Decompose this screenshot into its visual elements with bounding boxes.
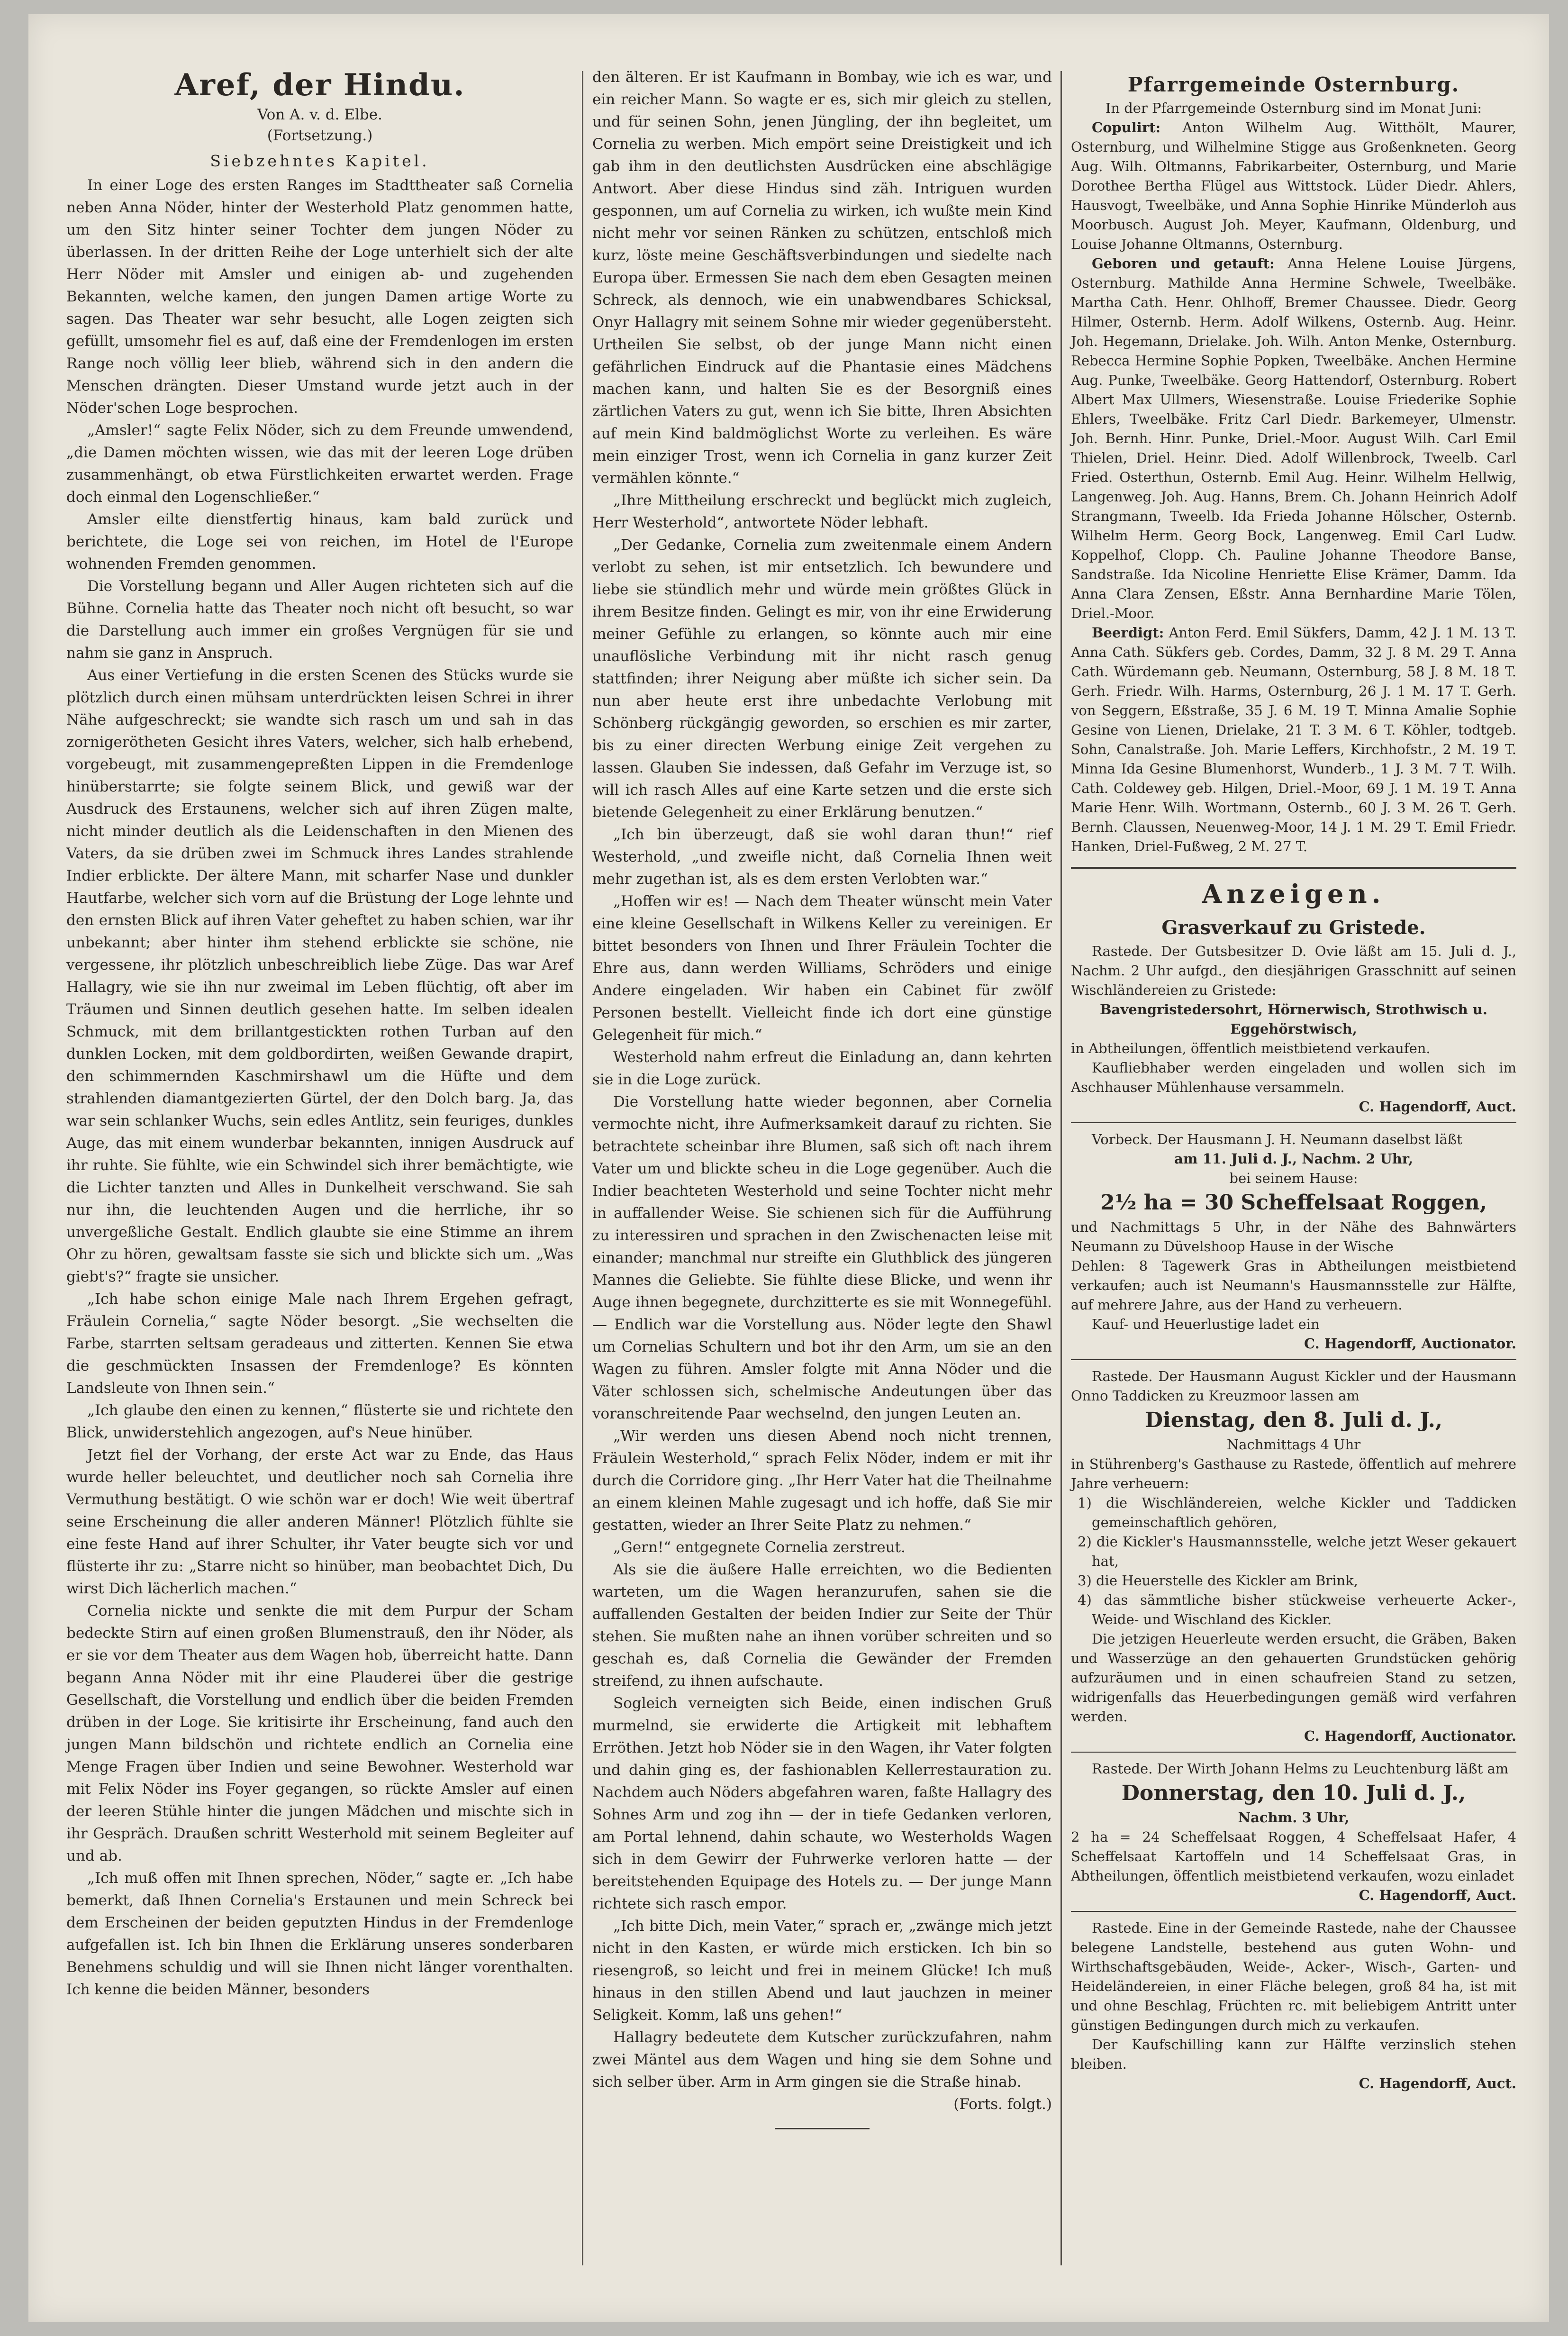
- story-paragraph: „Ich glaube den einen zu kennen,“ flüsterte sie und richtete den Blick, unwiderstehlich angezogen, auf's Neue hinüber.: [66, 1402, 573, 1441]
- ad-date: am 11. Juli d. J., Nachm. 2 Uhr,: [1174, 1151, 1414, 1167]
- story-paragraph: „Der Gedanke, Cornelia zum zweitenmale einem Andern verlobt zu sehen, ist mir entsetzlich. Ich bewundere und liebe sie stündlich mehr und würde mein größtes Glück in ihrem Besitze finden. Gelingt es mir, von ihr eine Erwiderung meiner Gefühle zu erlangen, so könnte auch mir eine unauflösliche Verbindung mit ihr nicht rasch genug stattfinden; ihrer Neigung aber müßte ich sicher sein. Da nun aber heute erst ihre unbedachte Verlobung mit Schönberg rückgängig geworden, so erschien es mir zarter, bis zu einer directen Werbung einige Zeit vergehen zu lassen. Glauben Sie indessen, daß Gefahr im Verzuge ist, so will ich rasch Alles auf eine Karte setzen und die erste sich bietende Gelegenheit zu einer Erklärung benutzen.“: [592, 536, 1052, 821]
- story-author: Von A. v. d. Elbe.: [257, 106, 382, 123]
- parish-section: [1071, 254, 1516, 623]
- story-paragraph: „Ich bin überzeugt, daß sie wohl daran thun!“ rief Westerhold, „und zweifle nicht, daß Cornelia Ihnen weit mehr zugethan ist, als es dem ersten Verlobten war.“: [592, 826, 1052, 888]
- ad-signature: C. Hagendorff, Auctionator.: [1304, 1336, 1516, 1352]
- story-paragraph: Sogleich verneigten sich Beide, einen indischen Gruß murmelnd, sie erwiderte die Artigkeit mit lebhaftem Erröthen. Jetzt hob Nöder sie in den Wagen, ihr Vater folgten und dahin ging es, der fashionablen Kellerrestauration zu. Nachdem auch Nöders abgefahren waren, faßte Hallagry des Sohnes Arm und zog ihn — der in tiefe Gedanken verloren, am Portal lehnend, dahin schaute, wo Westerholds Wagen sich in dem Gewirr der Fuhrwerke verloren hatte — der bereitstehenden Equipage des Hotels zu. — Der junge Mann richtete sich rasch empor.: [592, 1695, 1052, 1912]
- story-paragraph: Cornelia nickte und senkte die mit dem Purpur der Scham bedeckte Stirn auf einen großen Blumenstrauß, den ihr Nöder, als er sie vor dem Theater aus dem Wagen hob, überreicht hatte. Dann begann Anna Nöder mit ihr eine Plauderei über die gestrige Gesellschaft, die Vorstellung und endlich über die beiden Fremden drüben in der Loge. Sie kritisirte ihr Erscheinung, fand auch den jungen Mann bildschön und richtete endlich an Cornelia eine Menge Fragen über Indien und seine Bewohner. Westerhold war mit Felix Nöder ins Foyer gegangen, so rückte Amsler auf einen der leeren Stühle hinter die jungen Mädchen und mischte sich in ihr Gespräch. Draußen schritt Westerhold mit seinem Begleiter auf und ab.: [66, 1602, 573, 1864]
- notices-column: [1071, 71, 1516, 2093]
- ad-time: Nachmittags 4 Uhr: [1226, 1436, 1361, 1453]
- newspaper-page: [28, 14, 1549, 2322]
- ad-list: [1071, 1493, 1516, 1629]
- story-paragraph: „Wir werden uns diesen Abend noch nicht trennen, Fräulein Westerhold,“ sprach Felix Nöder, indem er mit ihr durch die Corridore ging. „Ihr Herr Vater hat die Theilnahme an einem kleinen Mahle zugesagt und ich hoffe, daß Sie mir gestatten, wieder an Ihrer Seite Platz zu nehmen.“: [592, 1427, 1052, 1534]
- section-rule: [1071, 867, 1516, 869]
- story-paragraph: In einer Loge des ersten Ranges im Stadttheater saß Cornelia neben Anna Nöder, hinter der Westerhold Platz genommen hatte, um den Sitz hinter seiner Tochter dem jungen Nöder zu überlassen. In der dritten Reihe der Loge unterhielt sich der alte Herr Nöder mit Amsler und einigen ab- und zugehenden Bekannten, welche kamen, den jungen Damen artige Worte zu sagen. Das Theater war sehr besucht, alle Logen zeigten sich gefüllt, umsomehr fiel es auf, daß eine der Fremdenlogen im ersten Range noch völlig leer blieb, während sich in den andern die Menschen drängten. Dieser Umstand wurde jetzt auch in der Nöder'schen Loge besprochen.: [66, 177, 573, 417]
- ad-signature: C. Hagendorff, Auctionator.: [1304, 1728, 1516, 1744]
- story-paragraph: „Ich habe schon einige Male nach Ihrem Ergehen gefragt, Fräulein Cornelia,“ sagte Nöder besorgt. „Sie wechselten die Farbe, starrten seltsam geradeaus und zitterten. Kennen Sie etwa die geschmückten Insassen der Fremdenloge? Es könnten Landsleute von Ihnen sein.“: [66, 1291, 573, 1397]
- story-paragraph: Westerhold nahm erfreut die Einladung an, dann kehrten sie in die Loge zurück.: [592, 1049, 1052, 1088]
- section-text: Anton Wilhelm Aug. Witthölt, Maurer, Osternburg, und Wilhelmine Stigge aus Großenkneten. Georg Aug. Wilh. Oltmanns, Fabrikarbeiter, Osternburg, und Marie Dorothee Bertha Flügel aus Wittstock. Lüder Diedr. Ahlers, Hausvogt, Tweelbäke, und Anna Sophie Hinrike Münderloh aus Moorbusch. August Joh. Meyer, Kaufmann, Oldenburg, und Louise Johanne Oltmanns, Osternburg.: [1071, 119, 1516, 252]
- story-paragraph: Die Vorstellung begann und Aller Augen richteten sich auf die Bühne. Cornelia hatte das Theater noch nicht oft besucht, so war die Darstellung auch immer ein großes Vergnügen für sie und nahm sie ganz in Anspruch.: [66, 578, 573, 662]
- story-paragraph: „Amsler!“ sagte Felix Nöder, sich zu dem Freunde umwendend, „die Damen möchten wissen, wie das mit der leeren Loge drüben zusammenhängt, ob etwa Fürstlichkeiten erwartet werden. Frage doch einmal den Logenschließer.“: [66, 422, 573, 506]
- story-paragraph: „Ihre Mittheilung erschreckt und beglückt mich zugleich, Herr Westerhold“, antwortete Nöder lebhaft.: [592, 492, 1052, 531]
- ad-text: bei seinem Hause:: [1229, 1170, 1358, 1186]
- ad-date: Donnerstag, den 10. Juli d. J.,: [1121, 1781, 1466, 1805]
- chapter-heading: Siebzehntes Kapitel.: [210, 152, 430, 170]
- parish-intro: In der Pfarrgemeinde Osternburg sind im Monat Juni:: [1105, 100, 1482, 116]
- ad-text: und Nachmittags 5 Uhr, in der Nähe des Bahnwärters Neumann zu Düvelshoop Hause in der Wische: [1071, 1219, 1516, 1254]
- story-column-1: [66, 66, 573, 2001]
- ad-time: Nachm. 3 Uhr,: [1238, 1809, 1350, 1826]
- story-paragraph: den älteren. Er ist Kaufmann in Bombay, wie ich es war, und ein reicher Mann. So wagte er es, sich mir gleich zu stellen, und für seinen Sohn, jenen Jüngling, der ihn begleitet, um Cornelia zu werben. Mich empört seine Dreistigkeit und ich gab ihm in den deutlichsten Ausdrücken eine abschlägige Antwort. Aber diese Hindus sind zäh. Intriguen wurden gesponnen, um auf Cornelia zu wirken, ich wußte mein Kind nicht mehr vor seinen Ränken zu schützen, entschloß mich kurz, löste meine Geschäftsverbindungen und siedelte nach Europa über. Ermessen Sie nach dem eben Gesagten meinen Schreck, als dennoch, wie ein unabwendbares Schicksal, Onyr Hallagry mit seinem Sohne mir wieder gegenübersteht. Urtheilen Sie selbst, ob der junge Mann nicht einen gefährlichen Eindruck auf die Phantasie eines Mädchens machen kann, und halten Sie es der Besorgniß eines zärtlichen Vaters zu gut, wenn ich Sie bitte, Ihren Absichten auf mein Kind baldmöglichst Worte zu verleihen. Es wäre mein einziger Trost, wenn ich Cornelia in ganz kurzer Zeit vermählen könnte.“: [592, 69, 1052, 487]
- section-text: Anna Helene Louise Jürgens, Osternburg. Mathilde Anna Hermine Schwele, Tweelbäke. Martha Cath. Henr. Ohlhoff, Bremer Chaussee. Diedr. Georg Hilmer, Osternb. Herm. Adolf Wilkens, Osternb. Aug. Heinr. Joh. Hegemann, Drielake. Joh. Wilh. Anton Menke, Osternburg. Rebecca Hermine Sophie Popken, Tweelbäke. Anchen Hermine Aug. Punke, Tweelbäke. Georg Hattendorf, Osternburg. Robert Albert Max Ullmers, Wiesenstraße. Louise Friederike Sophie Ehlers, Tweelbäke. Fritz Carl Diedr. Barkemeyer, Ulmenstr. Joh. Bernh. Hinr. Punke, Driel.-Moor. August Wilh. Carl Emil Thielen, Driel. Heinr. Died. Adolf Willenbrock, Tweelb. Carl Fried. Osterthun, Osternb. Emil Aug. Heinr. Wilhelm Hellwig, Langenweg. Joh. Aug. Hanns, Brem. Ch. Johann Heinrich Adolf Strangmann, Tweelb. Ida Frieda Johanne Hölscher, Osternb. Wilhelm Herm. Georg Bock, Langenweg. Emil Carl Ludw. Koppelhof, Clopp. Ch. Pauline Johanne Theodore Banse, Sandstraße. Ida Nicoline Henriette Elise Krämer, Damm. Ida Anna Clara Zensen, Eßstr. Anna Bernhardine Marie Tölen, Driel.-Moor.: [1071, 255, 1517, 621]
- ad-text: Rastede. Eine in der Gemeinde Rastede, nahe der Chaussee belegene Landstelle, bestehend aus guten Wohn- und Wirthschaftsgebäuden, Weide-, Acker-, Wisch-, Garten- und Heideländereien, in einer Fläche belegen, groß 84 ha, ist mit und ohne Beschlag, Früchten rc. mit beliebigem Antritt unter günstigen Bedingungen durch mich zu verkaufen.: [1071, 1920, 1516, 2033]
- ad-text: 2 ha = 24 Scheffelsaat Roggen, 4 Scheffelsaat Hafer, 4 Scheffelsaat Kartoffeln und 14 Scheffelsaat Gras, in Abtheilungen, öffentlich meistbietend verkaufen, wozu einladet: [1071, 1829, 1516, 1884]
- ad-names: Bavengristedersohrt, Hörnerwisch, Strothwisch u. Eggehörstwisch,: [1100, 1001, 1487, 1037]
- ad-text: Die jetzigen Heuerleute werden ersucht, die Gräben, Baken und Wasserzüge an den gehauerten Grundstücken gehörig aufzuräumen und in einen schaufreien Stand zu setzen, widrigenfalls das Heuerbedingungen gemäß wird verfahren werden.: [1071, 1631, 1516, 1725]
- ad-text: Kauf- und Heuerlustige ladet ein: [1092, 1316, 1320, 1332]
- ad-text: Kaufliebhaber werden eingeladen und wollen sich im Aschhauser Mühlenhause versammeln.: [1071, 1060, 1516, 1095]
- list-item: 4) das sämmtliche bisher stückweise verheuerte Acker-, Weide- und Wischland des Kickler.: [1078, 1592, 1516, 1627]
- ad-text: Rastede. Der Hausmann August Kickler und der Hausmann Onno Taddicken zu Kreuzmoor lassen am: [1071, 1368, 1516, 1404]
- section-text: Anton Ferd. Emil Sükfers, Damm, 42 J. 1 M. 13 T. Anna Cath. Sükfers geb. Cordes, Damm, 32 J. 8 M. 29 T. Anna Cath. Würdemann geb. Neumann, Osternburg, 58 J. 8 M. 18 T. Gerh. Friedr. Wilh. Harms, Osternburg, 26 J. 1 M. 17 T. Gerh. von Seggern, Eßstraße, 35 J. 6 M. 19 T. Minna Amalie Sophie Gesine von Lienen, Drielake, 21 T. 3 M. 6 T. Köhler, todtgeb. Sohn, Canalstraße. Joh. Marie Leffers, Kirchhofstr., 2 M. 19 T. Minna Ida Gesine Blumenhorst, Wunderb., 1 J. 3 M. 7 T. Wilh. Cath. Coldewey geb. Hilgen, Driel.-Moor, 69 J. 1 M. 19 T. Anna Marie Henr. Wilh. Wortmann, Osternb., 60 J. 3 M. 26 T. Gerh. Bernh. Claussen, Neuenweg-Moor, 14 J. 1 M. 29 T. Emil Friedr. Hanken, Driel-Fußweg, 2 M. 27 T.: [1071, 625, 1516, 854]
- parish-heading: Pfarrgemeinde Osternburg.: [1127, 73, 1460, 96]
- ad-text: Der Kaufschilling kann zur Hälfte verzinslich stehen bleiben.: [1071, 2036, 1516, 2072]
- ad-highlight: 2½ ha = 30 Scheffelsaat Roggen,: [1100, 1191, 1487, 1215]
- story-paragraph: „Gern!“ entgegnete Cornelia zerstreut.: [613, 1539, 906, 1556]
- story-paragraph: Jetzt fiel der Vorhang, der erste Act war zu Ende, das Haus wurde heller beleuchtet, und deutlicher noch sah Cornelia ihre Vermuthung bestätigt. O wie schön war er doch! Wie weit übertraf seine Erscheinung die aller anderen Männer! Plötzlich fühlte sie eine feste Hand auf ihrer Schulter, ihr Vater beugte sich vor und flüsterte ihr zu: „Starre nicht so hinüber, man beobachtet Dich, Du wirst Dich lächerlich machen.“: [66, 1446, 573, 1597]
- ad-rule: [1071, 1752, 1516, 1753]
- ads-heading: Anzeigen.: [1202, 879, 1386, 909]
- ad-text: Vorbeck. Der Hausmann J. H. Neumann daselbst läßt: [1092, 1131, 1462, 1147]
- story-paragraph: Als sie die äußere Halle erreichten, wo die Bedienten warteten, um die Wagen heranzurufen, sahen sie die auffallenden Gestalten der beiden Indier zur Seite der Thür stehen. Sie mußten nahe an ihnen vorüber schreiten und so geschah es, daß Cornelia die Gewänder der Fremden streifend, zu ihnen aufschaute.: [592, 1561, 1052, 1690]
- ad-text: Dehlen: 8 Tagewerk Gras in Abtheilungen meistbietend verkaufen; auch ist Neumann's Hausmannsstelle zur Hälfte, auf mehrere Jahre, aus der Hand zu verheuern.: [1071, 1258, 1516, 1313]
- ad-text: Rastede. Der Gutsbesitzer D. Ovie läßt am 15. Juli d. J., Nachm. 2 Uhr aufgd., den diesjährigen Grasschnitt auf seinen Wischländereien zu Gristede:: [1071, 943, 1516, 998]
- ad-text: in Abtheilungen, öffentlich meistbietend verkaufen.: [1071, 1040, 1431, 1056]
- column-divider: [1060, 71, 1062, 2265]
- story-paragraph: Amsler eilte dienstfertig hinaus, kam bald zurück und berichtete, die Loge sei von reichen, im Hotel de l'Europe wohnenden Fremden genommen.: [66, 511, 573, 573]
- list-item: 1) die Wischländereien, welche Kickler und Taddicken gemeinschaftlich gehören,: [1078, 1495, 1516, 1530]
- ad-rule: [1071, 1911, 1516, 1912]
- ad-text: Rastede. Der Wirth Johann Helms zu Leuchtenburg läßt am: [1092, 1761, 1509, 1777]
- story-title: Aref, der Hindu.: [174, 67, 465, 103]
- story-paragraph: „Ich muß offen mit Ihnen sprechen, Nöder,“ sagte er. „Ich habe bemerkt, daß Ihnen Cornelia's Erstaunen und mein Schreck bei dem Erscheinen der beiden geputzten Hindus in der Fremdenloge aufgefallen ist. Ich bin Ihnen die Erklärung unseres sonderbaren Benehmens schuldig und will sie Ihnen nicht länger vorenthalten. Ich kenne die beiden Männer, besonders: [66, 1870, 573, 1998]
- column-divider: [582, 71, 583, 2265]
- story-paragraph: Aus einer Vertiefung in die ersten Scenen des Stücks wurde sie plötzlich durch einen mühsam unterdrückten leisen Schrei in ihrer Nähe aufgeschreckt; sie wandte sich rasch um und sah in das zornigerötheten Gesicht ihres Vaters, welcher, sich halb erhebend, vorgebeugt, mit zusammengepreßten Lippen in die Fremdenloge hinüberstarrte; sie folgte seinem Blick, und gewiß war der Ausdruck des Erstaunens, welcher sich auf ihren Zügen malte, nicht minder deutlich als die Leidenschaften in den Mienen des Vaters, da sie drüben zwei im Schmuck ihres Landes strahlende Indier erblickte. Der ältere Mann, mit scharfer Nase und dunkler Hautfarbe, welcher sich vorn auf die Brüstung der Loge lehnte und den ernsten Blick auf ihren Vater geheftet zu haben schien, war ihr unbekannt; aber hinter ihm stehend erblickte sie schöne, nie vergessene, ihr plötzlich unbeschreiblich liebe Züge. Das war Aref Hallagry, wie sie ihn nur zweimal im Leben flüchtig, oft aber im Träumen und Sinnen deutlich gesehen hatte. Im selben idealen Schmuck, mit dem brillantgestickten rothen Turban auf den dunklen Locken, mit dem goldbordirten, weißen Gewande drapirt, den schimmernden Kaschmirshawl um die Hüfte und dem strahlenden diamantgezierten Gürtel, der den Dolch barg. Ja, das war sein schlanker Wuchs, sein edles Antlitz, sein feuriges, dunkles Auge, das mit einem wunderbar bekannten, innigen Ausdruck auf ihr ruhte. Sie fühlte, wie ein Schwindel sich ihrer bemächtigte, wie die Lichter tanzten und Alles in Dunkelheit verschwand. Sie sah nur ihn, die leuchtenden Augen und die herrliche, ihr so unvergeßliche Gestalt. Endlich glaubte sie eine Stimme an ihrem Ohr zu hören, gewaltsam fasste sie sich und blickte sich um. „Was giebt's?“ fragte sie unsicher.: [66, 667, 573, 1285]
- story-paragraph: Die Vorstellung hatte wieder begonnen, aber Cornelia vermochte nicht, ihre Aufmerksamkeit darauf zu richten. Sie betrachtete scheinbar ihre Blumen, saß sich oft nach ihrem Vater um und blickte scheu in die Loge gegenüber. Auch die Indier beachteten Westerhold und seine Tochter nicht mehr in auffallender Weise. Sie schienen sich für die Aufführung zu interessiren und sprachen in den Zwischenacten leise mit einander; manchmal nur streifte ein Gluthblick des jüngeren Mannes die Geliebte. Sie fühlte diese Blicke, und wenn ihr Auge ihnen begegnete, durchzitterte es sie mit Wonnegefühl. — Endlich war die Vorstellung aus. Nöder legte den Shawl um Cornelias Schultern und bot ihr den Arm, um sie an den Wagen zu führen. Amsler folgte mit Anna Nöder und die Väter schlossen sich, schelmische Andeutungen über das voranschreitende Paar wechselnd, den jungen Leuten an.: [592, 1093, 1052, 1422]
- ad-title: Grasverkauf zu Gristede.: [1161, 917, 1426, 939]
- ad-text: in Stührenberg's Gasthause zu Rastede, öffentlich auf mehrere Jahre verheuern:: [1071, 1456, 1516, 1491]
- ad-signature: C. Hagendorff, Auct.: [1359, 2075, 1516, 2091]
- section-label: Beerdigt:: [1092, 625, 1164, 641]
- story-paragraph: „Ich bitte Dich, mein Vater,“ sprach er, „zwänge mich jetzt nicht in den Kasten, er würde mich ersticken. Ich bin so riesengroß, so leicht und frei in meinem Glücke! Ich muß hinaus in den stillen Abend und laut jauchzen in meiner Seligkeit. Komm, laß uns gehen!“: [592, 1918, 1052, 2024]
- ad-date: Dienstag, den 8. Juli d. J.,: [1144, 1408, 1443, 1432]
- list-item: 3) die Heuerstelle des Kickler am Brink,: [1078, 1572, 1359, 1589]
- continued-note: (Forts. folgt.): [953, 2096, 1052, 2113]
- list-item: 2) die Kickler's Hausmannsstelle, welche jetzt Weser gekauert hat,: [1078, 1534, 1516, 1569]
- parish-section: [1071, 118, 1516, 254]
- section-label: Geboren und getauft:: [1092, 255, 1275, 272]
- story-paragraph: Hallagry bedeutete dem Kutscher zurückzufahren, nahm zwei Mäntel aus dem Wagen und hing sie dem Sohne und sich selber über. Arm in Arm gingen sie die Straße hinab.: [592, 2029, 1052, 2091]
- story-continuation: (Fortsetzung.): [267, 127, 373, 144]
- end-rule: [775, 2128, 870, 2129]
- ad-rule: [1071, 1122, 1516, 1123]
- section-label: Copulirt:: [1092, 119, 1161, 136]
- story-column-2: [592, 66, 1052, 2129]
- parish-section: [1071, 623, 1516, 856]
- ad-rule: [1071, 1359, 1516, 1360]
- story-paragraph: „Hoffen wir es! — Nach dem Theater wünscht mein Vater eine kleine Gesellschaft in Wilkens Keller zu vereinigen. Er bittet besonders von Ihnen und Ihrer Fräulein Tochter die Ehre aus, dann werden Williams, Schröders und einige Andere eingeladen. Wir haben ein Cabinet für zwölf Personen bestellt. Vielleicht finde ich dort eine günstige Gelegenheit für mich.“: [592, 893, 1052, 1044]
- ad-signature: C. Hagendorff, Auct.: [1359, 1887, 1516, 1903]
- ad-signature: C. Hagendorff, Auct.: [1359, 1099, 1516, 1115]
